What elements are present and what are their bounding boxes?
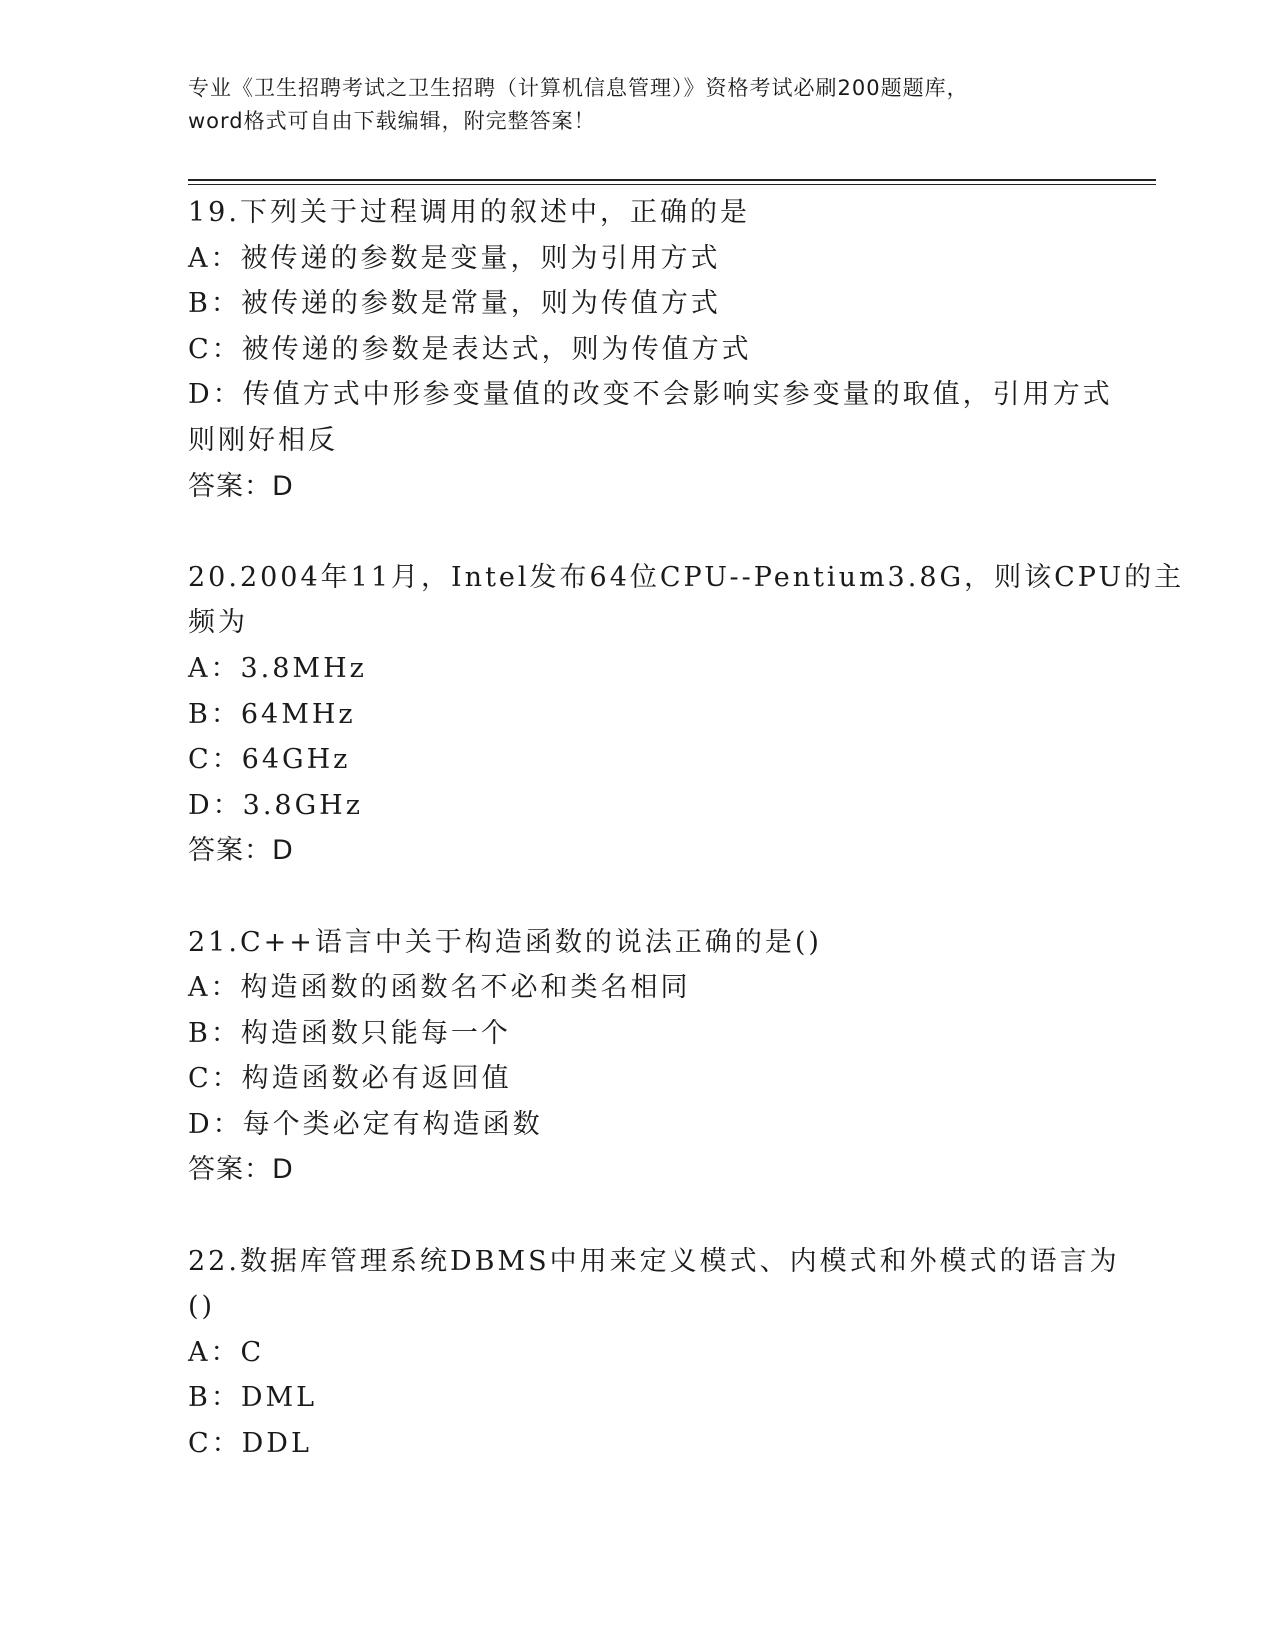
question-stem-continued: () <box>188 1291 216 1323</box>
option-c: C：DDL <box>188 1428 312 1460</box>
option-d-continued: 则刚好相反 <box>188 424 338 456</box>
option-a: A：被传递的参数是变量，则为引用方式 <box>188 242 721 274</box>
header-divider-thin <box>188 184 1156 185</box>
question-stem-continued: 频为 <box>188 607 248 639</box>
option-d: D：3.8GHz <box>188 789 363 821</box>
question-stem: 21.C++语言中关于构造函数的说法正确的是() <box>188 926 822 958</box>
option-c: C：构造函数必有返回值 <box>188 1063 512 1095</box>
option-b: B：被传递的参数是常量，则为传值方式 <box>188 288 721 320</box>
answer-label: 答案：D <box>188 470 294 502</box>
question-stem: 20.2004年11月，Intel发布64位CPU--Pentium3.8G，则该CPU的主 <box>188 561 1185 593</box>
question-stem: 22.数据库管理系统DBMS中用来定义模式、内模式和外模式的语言为 <box>188 1245 1120 1277</box>
document-header <box>188 72 1088 138</box>
header-line-2: word格式可自由下载编辑，附完整答案！ <box>188 109 596 133</box>
header-divider-thick <box>188 179 1156 181</box>
option-a: A：C <box>188 1336 265 1368</box>
answer-label: 答案：D <box>188 1154 294 1186</box>
question-20 <box>188 555 1185 874</box>
question-22 <box>188 1239 1120 1467</box>
option-a: A：构造函数的函数名不必和类名相同 <box>188 972 691 1004</box>
option-a: A：3.8MHz <box>188 652 367 684</box>
question-spacer <box>188 509 1088 555</box>
option-c: C：64GHz <box>188 744 351 776</box>
question-19 <box>188 190 1113 509</box>
option-d: D：每个类必定有构造函数 <box>188 1108 543 1140</box>
question-list <box>188 190 1185 1467</box>
answer-label: 答案：D <box>188 835 294 867</box>
option-b: B：DML <box>188 1382 318 1414</box>
header-line-1: 专业《卫生招聘考试之卫生招聘（计算机信息管理）》资格考试必刷200题题库， <box>188 76 969 100</box>
question-spacer <box>188 874 1088 920</box>
option-c: C：被传递的参数是表达式，则为传值方式 <box>188 333 752 365</box>
option-b: B：构造函数只能每一个 <box>188 1017 511 1049</box>
option-b: B：64MHz <box>188 698 356 730</box>
question-spacer <box>188 1193 1088 1239</box>
option-d: D：传值方式中形参变量值的改变不会影响实参变量的取值，引用方式 <box>188 379 1113 411</box>
question-stem: 19.下列关于过程调用的叙述中，正确的是 <box>188 197 750 228</box>
question-21 <box>188 920 1088 1194</box>
